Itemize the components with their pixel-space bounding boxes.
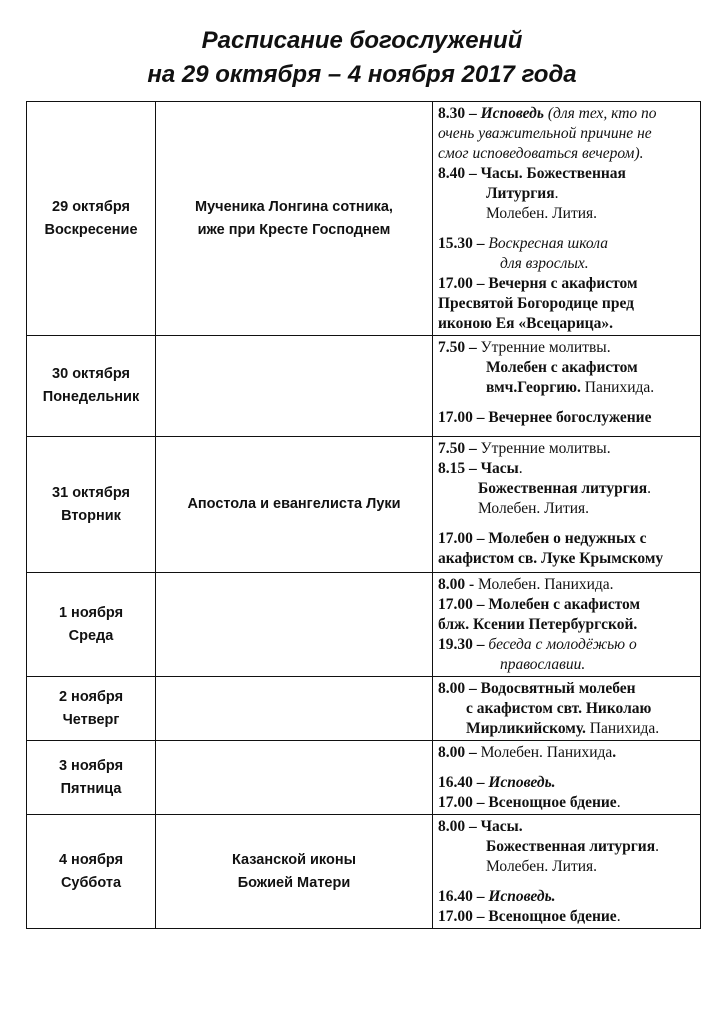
title-line-2: на 29 октября – 4 ноября 2017 года [147, 61, 577, 88]
feast-cell [156, 336, 433, 437]
schedule-text: 8.00 - [438, 576, 479, 593]
schedule-text: Молебен. Лития. [478, 500, 590, 517]
date-label: 3 ноября [58, 757, 124, 774]
schedule-text: Утренние молитвы. [480, 339, 611, 356]
schedule-text: . [616, 794, 621, 811]
schedule-cell [433, 437, 701, 573]
date-cell [27, 573, 156, 677]
schedule-text: Литургия [486, 185, 555, 202]
schedule-line [438, 234, 696, 254]
weekday-label: Вторник [61, 507, 121, 524]
table-row [27, 815, 701, 929]
schedule-line [438, 575, 696, 595]
schedule-text: 7.50 – [438, 339, 481, 356]
schedule-line [438, 124, 696, 144]
schedule-text: Молебен с акафистом [486, 359, 638, 376]
title-line-1: Расписание богослужений [201, 27, 523, 54]
schedule-text: Утренние молитвы. [480, 440, 611, 457]
schedule-line [438, 184, 696, 204]
feast-cell [156, 573, 433, 677]
schedule-text: Мирликийскому. [466, 720, 586, 737]
schedule-text: . [655, 838, 659, 855]
schedule-line [438, 719, 696, 739]
schedule-text: Исповедь [480, 105, 544, 122]
schedule-text: вмч.Георгию. [486, 379, 581, 396]
schedule-text: Исповедь. [488, 888, 556, 905]
date-label: 31 октября [52, 484, 130, 501]
schedule-line [438, 817, 696, 837]
schedule-text: 15.30 – [438, 235, 489, 252]
schedule-text: 8.00 – [438, 744, 481, 761]
schedule-cell [433, 677, 701, 741]
date-cell [27, 437, 156, 573]
schedule-text: (для тех, кто по [543, 105, 657, 122]
schedule-line [438, 595, 696, 615]
table-row [27, 677, 701, 741]
schedule-text: . [612, 744, 617, 761]
schedule-text: Молебен. Лития. [486, 205, 598, 222]
page-title [0, 24, 724, 92]
date-cell [27, 741, 156, 815]
weekday-label: Пятница [60, 780, 122, 797]
schedule-table [26, 101, 701, 929]
schedule-text: 17.00 – Вечерня с акафистом [438, 275, 638, 292]
schedule-line [438, 499, 696, 519]
schedule-text: 16.40 – [438, 888, 489, 905]
schedule-line [438, 549, 696, 569]
schedule-text: Божественная литургия [486, 838, 656, 855]
schedule-cell [433, 815, 701, 929]
schedule-text: блж. Ксении Петербургской. [438, 616, 638, 633]
schedule-text: Панихида. [585, 720, 660, 737]
schedule-text: беседа с молодёжью о [488, 636, 637, 653]
schedule-text: 8.40 – Часы. Божественная [438, 165, 626, 182]
feast-cell [156, 815, 433, 929]
schedule-line [438, 338, 696, 358]
schedule-line [438, 793, 696, 813]
feast-cell [156, 437, 433, 573]
schedule-line [438, 164, 696, 184]
date-label: 2 ноября [58, 688, 124, 705]
schedule-text: с акафистом свт. Николаю [466, 700, 652, 717]
schedule-line [438, 837, 696, 857]
schedule-line [438, 314, 696, 334]
schedule-text: 8.00 – Часы. [438, 818, 523, 835]
weekday-label: Понедельник [42, 389, 140, 405]
date-cell [27, 102, 156, 336]
schedule-line [438, 743, 696, 763]
schedule-line [438, 857, 696, 877]
schedule-text: Исповедь. [488, 774, 556, 791]
schedule-text: очень уважительной причине не [438, 125, 652, 142]
schedule-line [438, 204, 696, 224]
schedule-line [438, 479, 696, 499]
schedule-text: для взрослых. [500, 255, 589, 272]
schedule-text: 16.40 – [438, 774, 489, 791]
schedule-cell [433, 336, 701, 437]
schedule-line [438, 679, 696, 699]
weekday-label: Четверг [62, 711, 120, 728]
feast-line: Апостола и евангелиста Луки [187, 496, 401, 512]
table-row [27, 437, 701, 573]
schedule-text: 7.50 – [438, 440, 481, 457]
schedule-line [438, 378, 696, 398]
schedule-text: 8.15 – Часы [438, 460, 519, 477]
date-label: 4 ноября [58, 851, 124, 868]
schedule-line [438, 274, 696, 294]
table-row [27, 573, 701, 677]
schedule-cell [433, 102, 701, 336]
schedule-text: . [518, 460, 523, 477]
schedule-text: Молебен. Лития. [486, 858, 598, 875]
date-label: 30 октября [52, 366, 130, 382]
schedule-cell [433, 573, 701, 677]
feast-line: Казанской иконы [231, 851, 356, 868]
table-row [27, 336, 701, 437]
schedule-text: 8.00 – Водосвятный молебен [438, 680, 636, 697]
schedule-text: Молебен. Панихида. [478, 576, 614, 593]
schedule-line [438, 773, 696, 793]
schedule-line [438, 459, 696, 479]
date-cell [27, 336, 156, 437]
schedule-line [438, 358, 696, 378]
date-cell [27, 677, 156, 741]
schedule-text: иконою Ея «Всецарица». [438, 315, 613, 332]
schedule-line [438, 144, 696, 164]
date-label: 29 октября [52, 198, 130, 215]
date-cell [27, 815, 156, 929]
schedule-text: Божественная литургия [478, 480, 648, 497]
schedule-line [438, 408, 696, 428]
schedule-text: Пресвятой Богородице пред [438, 295, 634, 312]
schedule-text: 19.30 – [438, 636, 489, 653]
schedule-line [438, 655, 696, 675]
schedule-line [438, 699, 696, 719]
schedule-line [438, 254, 696, 274]
schedule-text: Молебен. Панихида [480, 744, 613, 761]
weekday-label: Воскресение [44, 221, 138, 238]
feast-line: Божией Матери [237, 874, 351, 891]
date-label: 1 ноября [58, 604, 124, 621]
schedule-text: . [554, 185, 559, 202]
schedule-cell [433, 741, 701, 815]
schedule-text: 8.30 – [438, 105, 481, 122]
schedule-text: . [616, 908, 621, 925]
schedule-line [438, 907, 696, 927]
schedule-text: Воскресная школа [488, 235, 608, 252]
schedule-text: православии. [500, 656, 586, 673]
schedule-line [438, 887, 696, 907]
schedule-line [438, 439, 696, 459]
schedule-text: акафистом св. Луке Крымскому [438, 550, 664, 567]
schedule-text: 17.00 – Всенощное бдение [438, 908, 617, 925]
schedule-text: Панихида. [580, 379, 655, 396]
schedule-text: смог исповедоваться вечером). [438, 145, 644, 162]
schedule-text: 17.00 – Молебен с акафистом [438, 596, 641, 613]
weekday-label: Суббота [60, 874, 122, 891]
schedule-text: . [647, 480, 651, 497]
schedule-text: 17.00 – Вечернее богослужение [438, 409, 652, 426]
feast-cell [156, 677, 433, 741]
table-row [27, 741, 701, 815]
feast-cell [156, 102, 433, 336]
weekday-label: Среда [68, 627, 114, 644]
schedule-line [438, 635, 696, 655]
schedule-line [438, 529, 696, 549]
schedule-line [438, 104, 696, 124]
schedule-line [438, 615, 696, 635]
table-row [27, 102, 701, 336]
schedule-line [438, 294, 696, 314]
feast-cell [156, 741, 433, 815]
schedule-text: 17.00 – Молебен о недужных с [438, 530, 647, 547]
feast-line: Мученика Лонгина сотника, [195, 198, 393, 215]
schedule-text: 17.00 – Всенощное бдение [438, 794, 617, 811]
feast-line: иже при Кресте Господнем [197, 221, 391, 238]
